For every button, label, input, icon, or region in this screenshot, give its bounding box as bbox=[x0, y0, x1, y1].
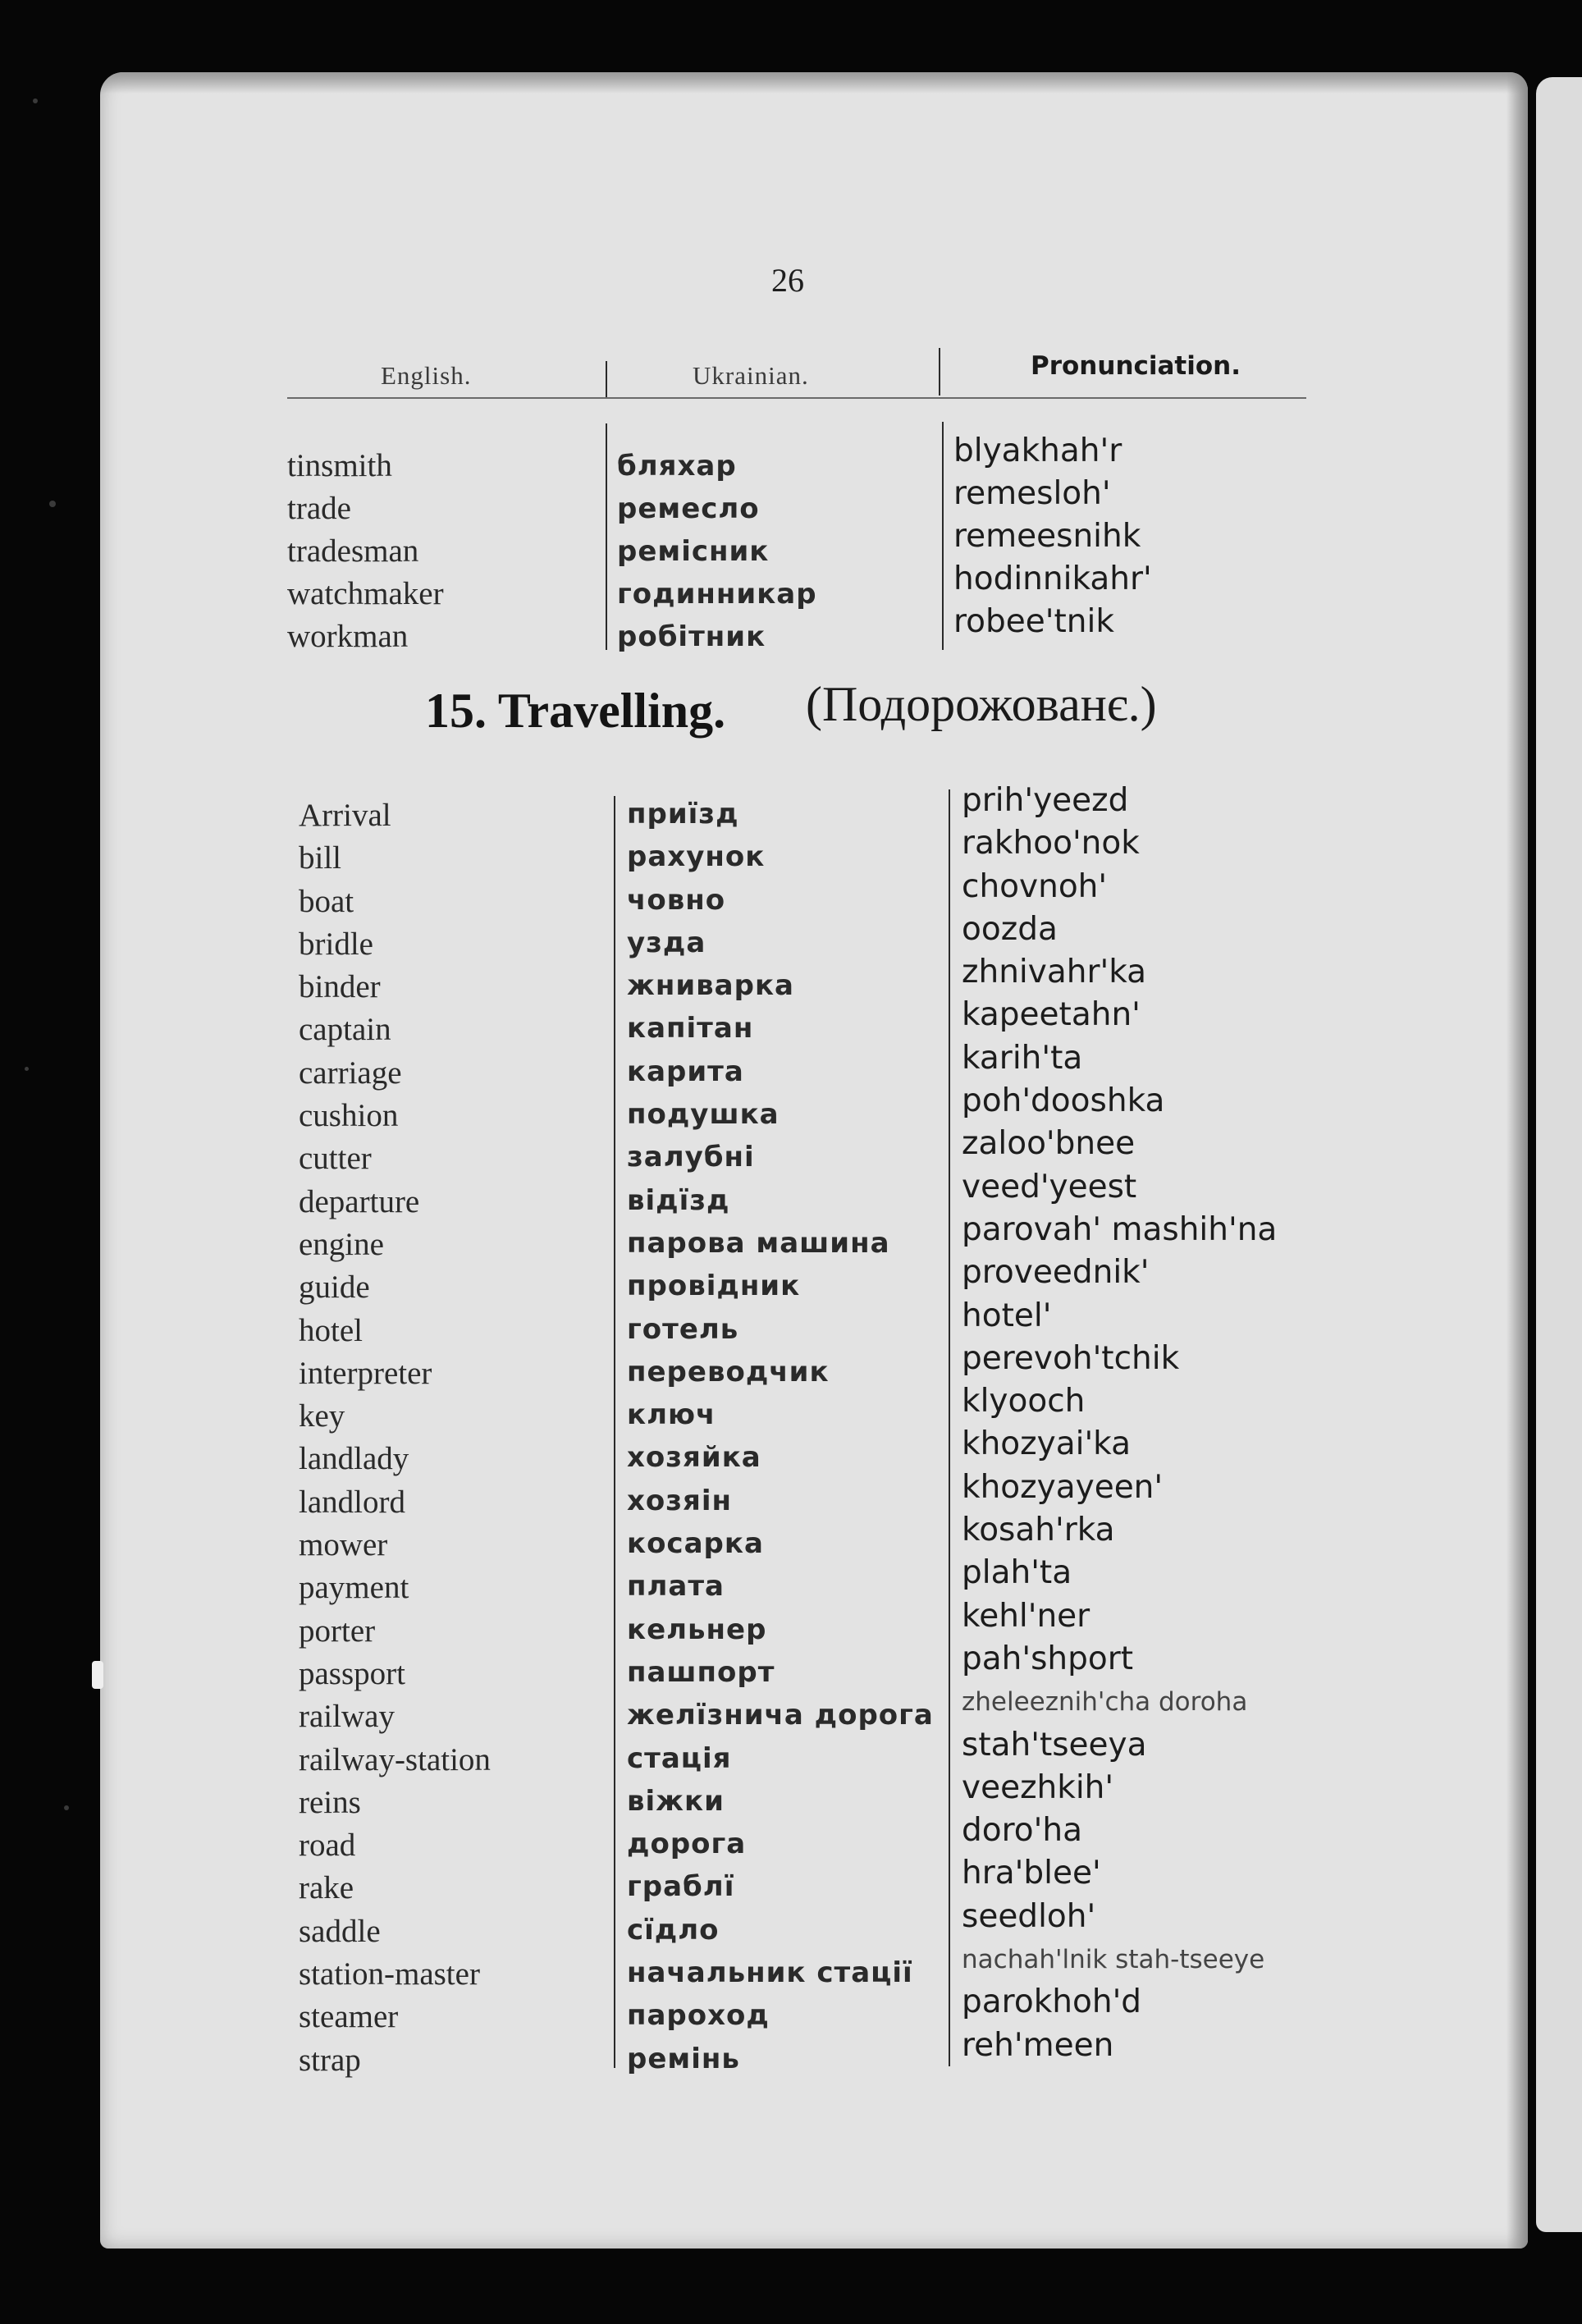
ukrainian-word-item: готель bbox=[627, 1312, 739, 1346]
english-word-item: carriage bbox=[299, 1054, 402, 1091]
pronunciation-item: stah'tseeya bbox=[962, 1726, 1147, 1764]
ukrainian-word-item: стація bbox=[627, 1741, 732, 1775]
column-divider bbox=[614, 796, 615, 2068]
english-word-item: tinsmith bbox=[287, 448, 392, 483]
pronunciation-item: veed'yeest bbox=[962, 1168, 1137, 1205]
ukrainian-word-item: ремінь bbox=[627, 2042, 740, 2075]
english-word-item: bridle bbox=[299, 926, 373, 962]
ukrainian-word-item: подушка bbox=[627, 1098, 780, 1132]
pronunciation-item: rakhoo'nok bbox=[962, 825, 1140, 862]
page-margin-mark bbox=[92, 1661, 103, 1689]
ukrainian-word-item: відїзд bbox=[627, 1183, 730, 1217]
english-word-item: railway-station bbox=[299, 1741, 491, 1777]
english-word-item: guide bbox=[299, 1270, 370, 1306]
ukrainian-word-item: сїдло bbox=[627, 1913, 720, 1947]
pronunciation-item: klyooch bbox=[962, 1383, 1086, 1420]
pronunciation-item: doro'ha bbox=[962, 1812, 1082, 1850]
pronunciation-item: kapeetahn' bbox=[962, 996, 1141, 1034]
ukrainian-word-item: годинникар bbox=[617, 578, 817, 611]
scan-speck bbox=[33, 98, 38, 103]
ukrainian-word-item: пароход bbox=[627, 1999, 770, 2033]
ukrainian-word-item: човно bbox=[627, 883, 726, 917]
travel-pronunciation-list bbox=[962, 780, 1277, 2067]
ukrainian-word-item: косарка bbox=[627, 1527, 764, 1561]
english-word-item: payment bbox=[299, 1570, 409, 1606]
ukrainian-word-item: капітан bbox=[627, 1012, 754, 1045]
english-word-item: saddle bbox=[299, 1913, 381, 1949]
header-english: English. bbox=[381, 361, 472, 390]
english-word-item: bill bbox=[299, 840, 342, 876]
pronunciation-item: khozyai'ka bbox=[962, 1425, 1131, 1463]
pronunciation-item: chovnoh' bbox=[962, 867, 1108, 905]
pronunciation-item: hotel' bbox=[962, 1297, 1052, 1334]
english-word-item: landlady bbox=[299, 1441, 409, 1477]
ukrainian-word-item: плата bbox=[627, 1570, 725, 1603]
english-word-item: road bbox=[299, 1828, 356, 1864]
pronunciation-item: zheleeznih'cha doroha bbox=[962, 1687, 1248, 1718]
pronunciation-item: oozda bbox=[962, 910, 1058, 948]
top-pronunciation-list bbox=[953, 430, 1152, 643]
ukrainian-word-item: робітник bbox=[617, 620, 766, 653]
scan-speck bbox=[64, 1805, 69, 1810]
travel-english-list bbox=[299, 794, 491, 2082]
column-divider bbox=[949, 789, 950, 2066]
travel-ukrainian-list bbox=[627, 793, 934, 2080]
column-divider bbox=[939, 348, 940, 396]
ukrainian-word-item: ключ bbox=[627, 1398, 716, 1432]
english-word-item: tradesman bbox=[287, 533, 419, 569]
header-pronunciation: Pronunciation. bbox=[1031, 351, 1241, 381]
english-word-item: steamer bbox=[299, 1999, 399, 2035]
pronunciation-item: remesloh' bbox=[953, 475, 1111, 512]
english-word-item: watchmaker bbox=[287, 576, 444, 611]
top-ukrainian-list bbox=[617, 445, 817, 658]
english-word-item: interpreter bbox=[299, 1355, 432, 1391]
english-word-item: engine bbox=[299, 1226, 384, 1262]
english-word-item: landlord bbox=[299, 1484, 405, 1520]
ukrainian-word-item: ремесло bbox=[617, 492, 760, 525]
header-rule bbox=[287, 397, 1306, 399]
english-word-item: mower bbox=[299, 1527, 388, 1563]
pronunciation-item: proveednik' bbox=[962, 1254, 1150, 1292]
pronunciation-item: nachah'lnik stah-tseeye bbox=[962, 1945, 1265, 1975]
english-word-item: Arrival bbox=[299, 798, 391, 833]
ukrainian-word-item: желїзнича дорога bbox=[627, 1699, 934, 1732]
ukrainian-word-item: граблї bbox=[627, 1870, 735, 1904]
ukrainian-word-item: віжки bbox=[627, 1784, 725, 1818]
ukrainian-word-item: бляхар bbox=[617, 450, 737, 483]
english-word-item: railway bbox=[299, 1699, 395, 1735]
english-word-item: boat bbox=[299, 883, 354, 919]
ukrainian-word-item: пашпорт bbox=[627, 1655, 775, 1689]
ukrainian-word-item: переводчик bbox=[627, 1355, 830, 1388]
header-ukrainian: Ukrainian. bbox=[693, 361, 809, 390]
english-word-item: reins bbox=[299, 1784, 361, 1820]
pronunciation-item: parokhoh'd bbox=[962, 1983, 1142, 2021]
english-word-item: rake bbox=[299, 1870, 354, 1906]
pronunciation-item: prih'yeezd bbox=[962, 782, 1129, 819]
ukrainian-word-item: начальник стації bbox=[627, 1956, 913, 1990]
pronunciation-item: blyakhah'r bbox=[953, 432, 1122, 469]
english-word-item: binder bbox=[299, 969, 381, 1005]
pronunciation-item: veezhkih' bbox=[962, 1768, 1114, 1806]
pronunciation-item: robee'tnik bbox=[953, 603, 1114, 640]
ukrainian-word-item: рахунок bbox=[627, 840, 766, 874]
pronunciation-item: seedloh' bbox=[962, 1897, 1096, 1935]
ukrainian-word-item: кельнер bbox=[627, 1613, 767, 1646]
english-word-item: station-master bbox=[299, 1956, 480, 1992]
section-subtitle: (Подорожованє.) bbox=[806, 677, 1157, 731]
english-word-item: strap bbox=[299, 2042, 361, 2078]
next-page-edge bbox=[1536, 77, 1582, 2232]
ukrainian-word-item: приїзд bbox=[627, 798, 739, 830]
pronunciation-item: parovah' mashih'na bbox=[962, 1210, 1278, 1248]
pronunciation-item: kosah'rka bbox=[962, 1512, 1115, 1549]
scan-speck bbox=[25, 1067, 29, 1071]
section-title: 15. Travelling. bbox=[425, 684, 726, 738]
pronunciation-item: plah'ta bbox=[962, 1554, 1072, 1592]
english-word-item: captain bbox=[299, 1012, 391, 1048]
page-top-shadow bbox=[100, 72, 1528, 94]
english-word-item: departure bbox=[299, 1183, 420, 1219]
ukrainian-word-item: дорога bbox=[627, 1828, 747, 1861]
english-word-item: trade bbox=[287, 491, 351, 526]
column-divider bbox=[606, 423, 607, 650]
pronunciation-item: khozyayeen' bbox=[962, 1468, 1164, 1506]
pronunciation-item: reh'meen bbox=[962, 2026, 1114, 2064]
ukrainian-word-item: ремісник bbox=[617, 535, 770, 568]
ukrainian-word-item: залубні bbox=[627, 1141, 755, 1174]
english-word-item: cutter bbox=[299, 1141, 372, 1177]
english-word-item: cushion bbox=[299, 1098, 399, 1134]
english-word-item: key bbox=[299, 1398, 345, 1434]
ukrainian-word-item: хозяін bbox=[627, 1484, 733, 1517]
pronunciation-item: karih'ta bbox=[962, 1039, 1083, 1077]
pronunciation-item: zhnivahr'ka bbox=[962, 954, 1146, 991]
page-right-edge bbox=[1507, 72, 1528, 2249]
top-english-list bbox=[287, 445, 444, 658]
pronunciation-item: remeesnihk bbox=[953, 518, 1141, 555]
english-word-item: passport bbox=[299, 1655, 405, 1691]
pronunciation-item: kehl'ner bbox=[962, 1597, 1090, 1635]
ukrainian-word-item: жниварка bbox=[627, 969, 794, 1003]
pronunciation-item: hra'blee' bbox=[962, 1855, 1101, 1892]
pronunciation-item: poh'dooshka bbox=[962, 1082, 1165, 1120]
scan-speck bbox=[49, 501, 56, 507]
page-number: 26 bbox=[771, 262, 804, 299]
english-word-item: hotel bbox=[299, 1312, 363, 1348]
pronunciation-item: zaloo'bnee bbox=[962, 1125, 1136, 1163]
pronunciation-item: hodinnikahr' bbox=[953, 560, 1152, 597]
ukrainian-word-item: хозяйка bbox=[627, 1441, 761, 1475]
english-word-item: porter bbox=[299, 1613, 376, 1649]
column-divider bbox=[606, 361, 607, 397]
column-divider bbox=[942, 422, 944, 650]
english-word-item: workman bbox=[287, 619, 409, 654]
pronunciation-item: perevoh'tchik bbox=[962, 1339, 1180, 1377]
ukrainian-word-item: провідник bbox=[627, 1270, 801, 1303]
pronunciation-item: pah'shport bbox=[962, 1640, 1134, 1677]
ukrainian-word-item: карита bbox=[627, 1054, 744, 1088]
ukrainian-word-item: парова машина bbox=[627, 1226, 890, 1260]
ukrainian-word-item: узда bbox=[627, 926, 706, 959]
